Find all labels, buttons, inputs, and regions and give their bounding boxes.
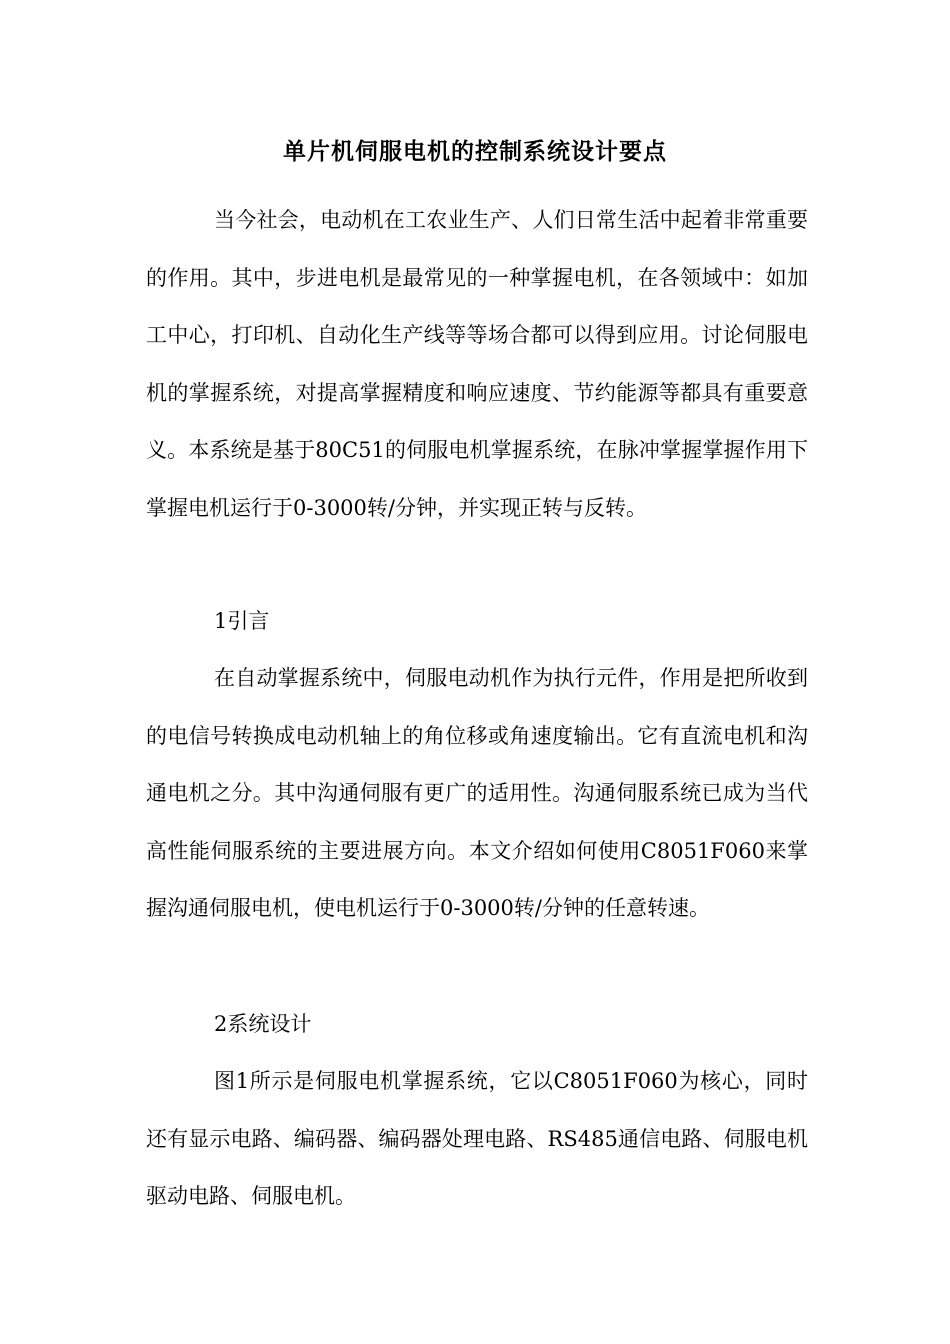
- document-title: 单片机伺服电机的控制系统设计要点: [283, 138, 667, 165]
- section-heading-system-design: 2系统设计: [214, 1012, 312, 1036]
- paragraph-intro: 当今社会，电动机在工农业生产、人们日常生活中起着非常重要的作用。其中，步进电机是最常见的一种掌握电机，在各领域中：如加工中心，打印机、自动化生产线等等场合都可以得到应用。讨论伺服电机的掌握系统，对提高掌握精度和响应速度、节约能源等都具有重要意义。本系统是基于80C51的伺服电机掌握系统，在脉冲掌握掌握作用下掌握电机运行于0-3000转/分钟，并实现正转与反转。: [146, 208, 808, 520]
- section-heading-introduction: 1引言: [214, 609, 270, 633]
- paragraph-system-design: 图1所示是伺服电机掌握系统，它以C8051F060为核心，同时还有显示电路、编码器、编码器处理电路、RS485通信电路、伺服电机驱动电路、伺服电机。: [146, 1069, 808, 1208]
- paragraph-introduction: 在自动掌握系统中，伺服电动机作为执行元件，作用是把所收到的电信号转换成电动机轴上的角位移或角速度输出。它有直流电机和沟通电机之分。其中沟通伺服有更广的适用性。沟通伺服系统已成为当代高性能伺服系统的主要进展方向。本文介绍如何使用C8051F060来掌握沟通伺服电机，使电机运行于0-3000转/分钟的任意转速。: [146, 666, 808, 920]
